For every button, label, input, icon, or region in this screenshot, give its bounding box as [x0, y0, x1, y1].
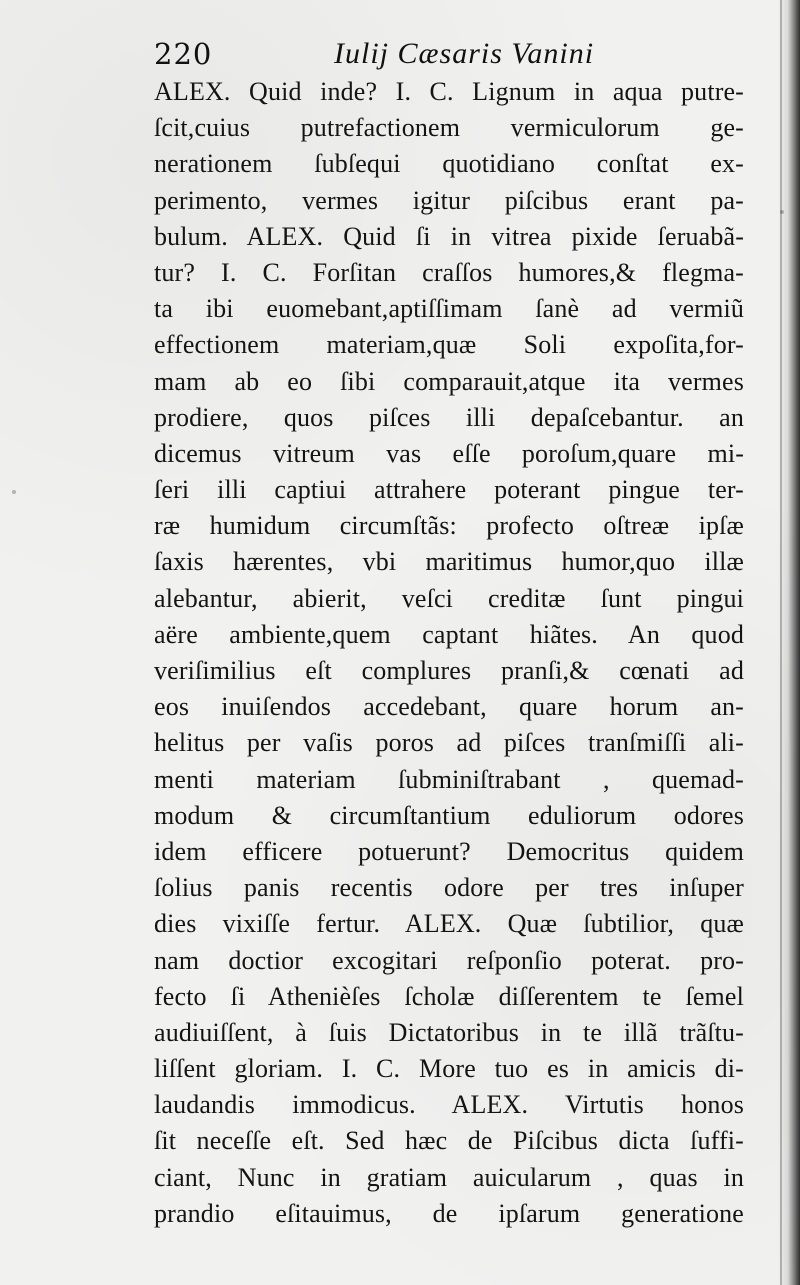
text-line: prandio eſitauimus, de ipſarum generatione	[154, 1198, 744, 1228]
running-head	[154, 34, 744, 74]
text-line: mam ab eo ſibi comparauit,atque ita vermes	[154, 366, 744, 396]
text-line: bulum. ALEX. Quid ſi in vitrea pixide ſeruabã-	[154, 221, 744, 251]
text-line: nam doctior excogitari reſponſio poterat. pro-	[154, 945, 744, 975]
text-line: effectionem materiam,quæ Soli expoſita,for-	[154, 330, 744, 360]
text-line: ciant, Nunc in gratiam auicularum , quas in	[154, 1162, 744, 1192]
running-title: Iulij Cæsaris Vanini	[334, 37, 595, 70]
text-line: liſſent gloriam. I. C. More tuo es in amicis di-	[154, 1054, 744, 1084]
text-line: ſeri illi captiui attrahere poterant pingue ter-	[154, 475, 744, 505]
paper-speck	[780, 210, 784, 214]
text-line: ræ humidum circumſtãs: profecto oſtreæ ipſæ	[154, 511, 744, 541]
text-line: prodiere, quos piſces illi depaſcebantur. an	[154, 402, 744, 432]
text-line: aëre ambiente,quem captant hiãtes. An quod	[154, 619, 744, 649]
text-line: alebantur, abierit, veſci creditæ ſunt pingui	[154, 583, 744, 613]
text-line: fecto ſi Athenièſes ſcholæ diſſerentem te ſemel	[154, 981, 744, 1011]
text-line: ta ibi euomebant,aptiſſimam ſanè ad vermiũ	[154, 294, 744, 324]
text-line: modum & circumſtantium eduliorum odores	[154, 800, 744, 830]
text-line: dies vixiſſe fertur. ALEX. Quæ ſubtilior, quæ	[154, 909, 744, 939]
body-text	[154, 74, 744, 1232]
text-line: veriſimilius eſt complures pranſi,& cœnati ad	[154, 656, 744, 685]
text-line: helitus per vaſis poros ad piſces tranſmiſſi ali-	[154, 728, 744, 758]
text-line: idem efficere potuerunt? Democritus quidem	[154, 836, 744, 866]
page-gutter-line	[780, 0, 782, 1285]
text-line: ALEX. Quid inde? I. C. Lignum in aqua putre-	[154, 77, 744, 106]
text-line: laudandis immodicus. ALEX. Virtutis honos	[154, 1090, 744, 1120]
text-line: menti materiam ſubminiſtrabant , quemad-	[154, 764, 744, 794]
text-line: tur? I. C. Forſitan craſſos humores,& flegma-	[154, 257, 744, 287]
text-line: eos inuiſendos accedebant, quare horum an-	[154, 692, 744, 722]
text-line: dicemus vitreum vas eſſe poroſum,quare mi-	[154, 438, 744, 468]
text-line: nerationem ſubſequi quotidiano conſtat ex-	[154, 149, 744, 179]
text-line: ſolius panis recentis odore per tres inſuper	[154, 873, 744, 903]
page-number: 220	[154, 37, 213, 71]
text-line: ſaxis hærentes, vbi maritimus humor,quo illæ	[154, 547, 744, 577]
text-line: audiuiſſent, à ſuis Dictatoribus in te illã trãſtu-	[154, 1017, 744, 1047]
text-line: ſcit,cuius putrefactionem vermiculorum ge-	[154, 113, 744, 143]
text-line: ſit neceſſe eſt. Sed hæc de Piſcibus dicta ſuffi-	[154, 1126, 744, 1156]
paper-speck	[12, 490, 16, 494]
text-line: perimento, vermes igitur piſcibus erant pa-	[154, 185, 744, 215]
